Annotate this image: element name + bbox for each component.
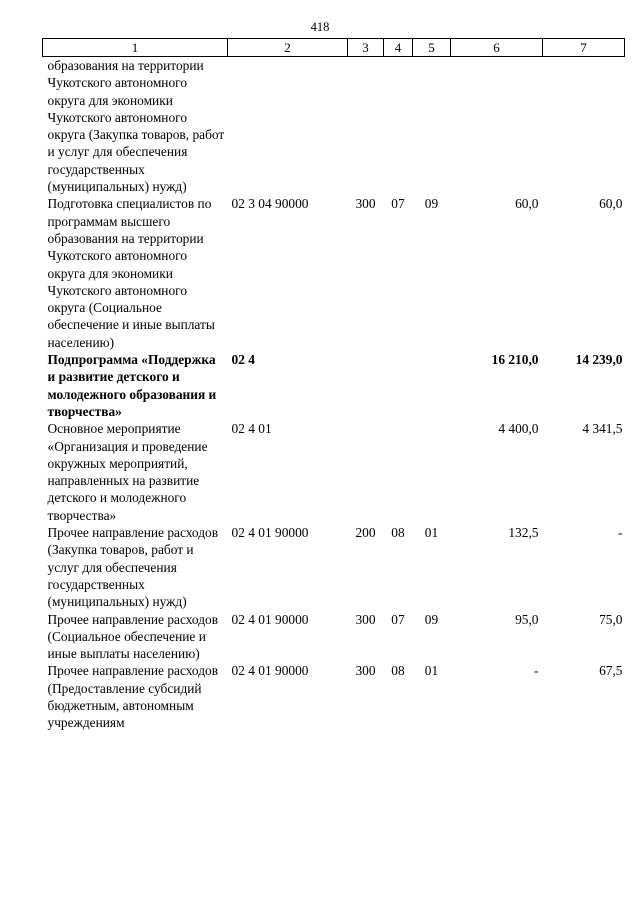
row-amount-6: 95,0 (515, 611, 539, 627)
header-col-7: 7 (543, 39, 625, 57)
header-col-4: 4 (384, 39, 413, 57)
row-col-4: 07 (391, 611, 405, 627)
row-amount-7: 14 239,0 (575, 352, 623, 368)
table-row-subprogram (43, 351, 625, 420)
row-amount-7: - (618, 525, 623, 541)
row-col-4: 08 (391, 525, 405, 541)
row-description: образования на территории Чукотского автономного округа для экономики Чукотского автономного округа (Закупка товаров, работ и услуг для обеспечения государственных (муниципальных) нужд) (47, 58, 225, 195)
row-col-3: 300 (355, 196, 376, 212)
table-row (43, 524, 625, 610)
row-col-3: 200 (355, 525, 376, 541)
row-col-4 (384, 351, 413, 420)
row-amount-6: 132,5 (508, 525, 539, 541)
row-description: Подготовка специалистов по программам высшего образования на территории Чукотского автономного округа для экономики Чукотского автономного округа (Социальное обеспечение и иные выплаты населению) (47, 196, 215, 350)
row-amount-6: 4 400,0 (498, 421, 539, 437)
table-row (43, 611, 625, 663)
row-amount-6 (451, 57, 543, 196)
table-row (43, 420, 625, 524)
table-header (43, 39, 625, 57)
header-col-5: 5 (413, 39, 451, 57)
row-amount-6: 16 210,0 (491, 352, 539, 368)
table-row (43, 57, 625, 196)
row-col-5: 01 (424, 525, 439, 541)
row-amount-7: 67,5 (599, 663, 623, 679)
row-amount-7: 75,0 (599, 611, 623, 627)
row-col-3 (348, 420, 384, 524)
header-col-2: 2 (228, 39, 348, 57)
row-description: Основное мероприятие «Организация и проведение окружных мероприятий, направленных на развитие детского и молодежного творчества» (47, 421, 208, 523)
row-description: Прочее направление расходов (Социальное обеспечение и иные выплаты населению) (47, 611, 219, 662)
row-amount-6: 60,0 (515, 196, 539, 212)
table-row (43, 195, 625, 351)
row-col-5 (413, 420, 451, 524)
page-number: 418 (310, 20, 330, 34)
header-col-1: 1 (43, 39, 228, 57)
row-col-5: 09 (424, 611, 439, 627)
table-row (43, 662, 625, 731)
row-col-4 (384, 57, 413, 196)
row-col-3 (348, 351, 384, 420)
row-col-4: 07 (391, 196, 405, 212)
row-col-5: 01 (424, 663, 439, 679)
row-col-5 (413, 57, 451, 196)
row-description: Подпрограмма «Поддержка и развитие детского и молодежного образования и творчества» (47, 352, 217, 419)
row-col-4: 08 (391, 663, 405, 679)
row-amount-7 (543, 57, 625, 196)
header-row (43, 39, 625, 57)
row-description: Прочее направление расходов (Закупка товаров, работ и услуг для обеспечения государственных (муниципальных) нужд) (47, 525, 219, 610)
row-code: 02 4 01 90000 (231, 525, 309, 541)
header-col-3: 3 (348, 39, 384, 57)
row-col-3: 300 (355, 611, 376, 627)
row-amount-6: - (534, 663, 539, 679)
row-code: 02 4 (231, 352, 255, 368)
row-code: 02 4 01 90000 (231, 611, 309, 627)
row-amount-7: 4 341,5 (582, 421, 623, 437)
row-code (228, 57, 348, 196)
row-col-3 (348, 57, 384, 196)
row-col-5 (413, 351, 451, 420)
row-code: 02 4 01 90000 (231, 663, 309, 679)
row-col-3: 300 (355, 663, 376, 679)
row-code: 02 3 04 90000 (231, 196, 309, 212)
row-col-4 (384, 420, 413, 524)
row-code: 02 4 01 (231, 421, 272, 437)
header-col-6: 6 (451, 39, 543, 57)
row-col-5: 09 (424, 196, 439, 212)
row-amount-7: 60,0 (599, 196, 623, 212)
table-body (43, 57, 625, 732)
row-description: Прочее направление расходов (Предоставление субсидий бюджетным, автономным учреждениям (47, 663, 219, 731)
budget-table (42, 38, 625, 732)
